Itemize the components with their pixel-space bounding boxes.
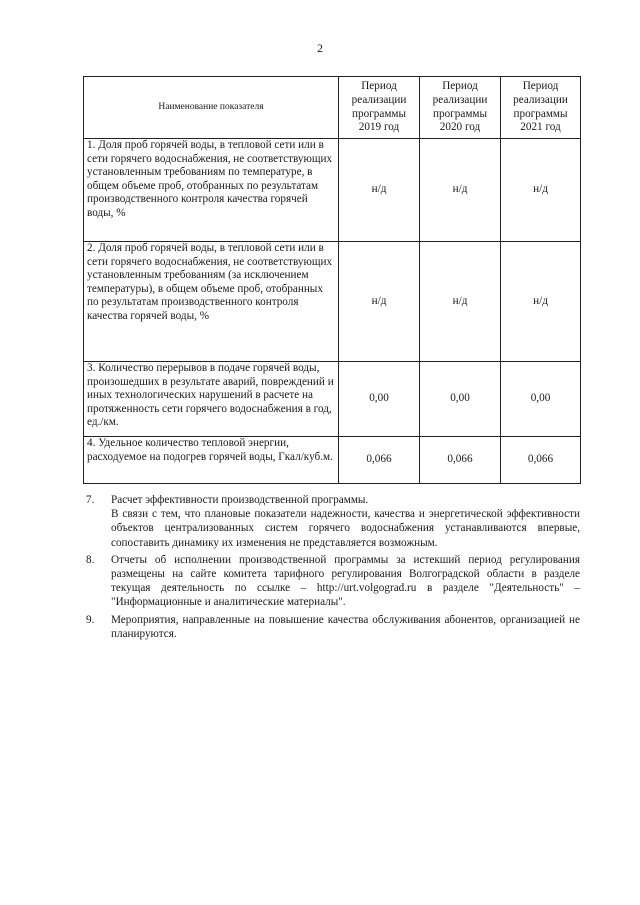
indicator-value-2021: 0,00 — [501, 362, 581, 437]
header-period-2020: Период реализации программы 2020 год — [420, 77, 501, 139]
indicator-name: 4. Удельное количество тепловой энергии, расходуемое на подогрев горячей воды, Гкал/куб.м. — [84, 437, 339, 484]
note-title: Расчет эффективности производственной программы. — [111, 494, 369, 506]
indicators-table — [83, 76, 581, 484]
indicator-value-2019: н/д — [339, 242, 420, 362]
note-number: 9. — [86, 613, 95, 626]
indicator-value-2020: н/д — [420, 139, 501, 242]
table-row — [84, 242, 581, 362]
note-number: 8. — [86, 553, 95, 566]
indicator-name: 3. Количество перерывов в подаче горячей воды, произошедших в результате аварий, повреждений и иных технологических нарушений в расчете на протяженность сети горячего водоснабжения в год, ед./км. — [84, 362, 339, 437]
table-row — [84, 362, 581, 437]
indicator-value-2019: н/д — [339, 139, 420, 242]
page-number: 2 — [317, 41, 323, 55]
note-text: В связи с тем, что плановые показатели надежности, качества и энергетической эффективности объектов централизованных систем горячего водоснабжения устанавливаются впервые, сопоставить динамику их изменения не представляется возможным. — [111, 508, 580, 549]
notes-list — [86, 493, 580, 641]
header-row — [84, 77, 581, 139]
note-item — [86, 613, 580, 641]
indicator-name: 2. Доля проб горячей воды, в тепловой сети или в сети горячего водоснабжения, не соответствующих установленным требованиям (за исключением температуры), в общем объеме проб, отобранных по результатам производственного контроля качества горячей воды, % — [84, 242, 339, 362]
table-row — [84, 139, 581, 242]
indicator-value-2021: н/д — [501, 139, 581, 242]
note-text: Мероприятия, направленные на повышение качества обслуживания абонентов, организацией не планируются. — [111, 613, 580, 640]
note-item — [86, 493, 580, 550]
note-item — [86, 553, 580, 610]
table-row — [84, 437, 581, 484]
header-period-2019: Период реализации программы 2019 год — [339, 77, 420, 139]
note-text: Отчеты об исполнении производственной программы за истекший период регулирования размещены на сайте комитета тарифного регулирования Волгоградской области в разделе текущая деятельность по ссылке – http://urt.volgograd.ru в разделе "Деятельность" – "Информационные и аналитические материалы". — [111, 553, 580, 609]
indicator-value-2020: н/д — [420, 242, 501, 362]
indicator-value-2019: 0,066 — [339, 437, 420, 484]
header-period-2021: Период реализации программы 2021 год — [501, 77, 581, 139]
header-indicator-name: Наименование показателя — [84, 77, 339, 139]
indicator-name: 1. Доля проб горячей воды, в тепловой сети или в сети горячего водоснабжения, не соответствующих установленным требованиям по температуре, в общем объеме проб, отобранных по результатам производственного контроля качества горячей воды, % — [84, 139, 339, 242]
indicator-value-2019: 0,00 — [339, 362, 420, 437]
indicator-value-2020: 0,00 — [420, 362, 501, 437]
indicator-value-2020: 0,066 — [420, 437, 501, 484]
indicator-value-2021: 0,066 — [501, 437, 581, 484]
indicator-value-2021: н/д — [501, 242, 581, 362]
note-number: 7. — [86, 494, 95, 506]
